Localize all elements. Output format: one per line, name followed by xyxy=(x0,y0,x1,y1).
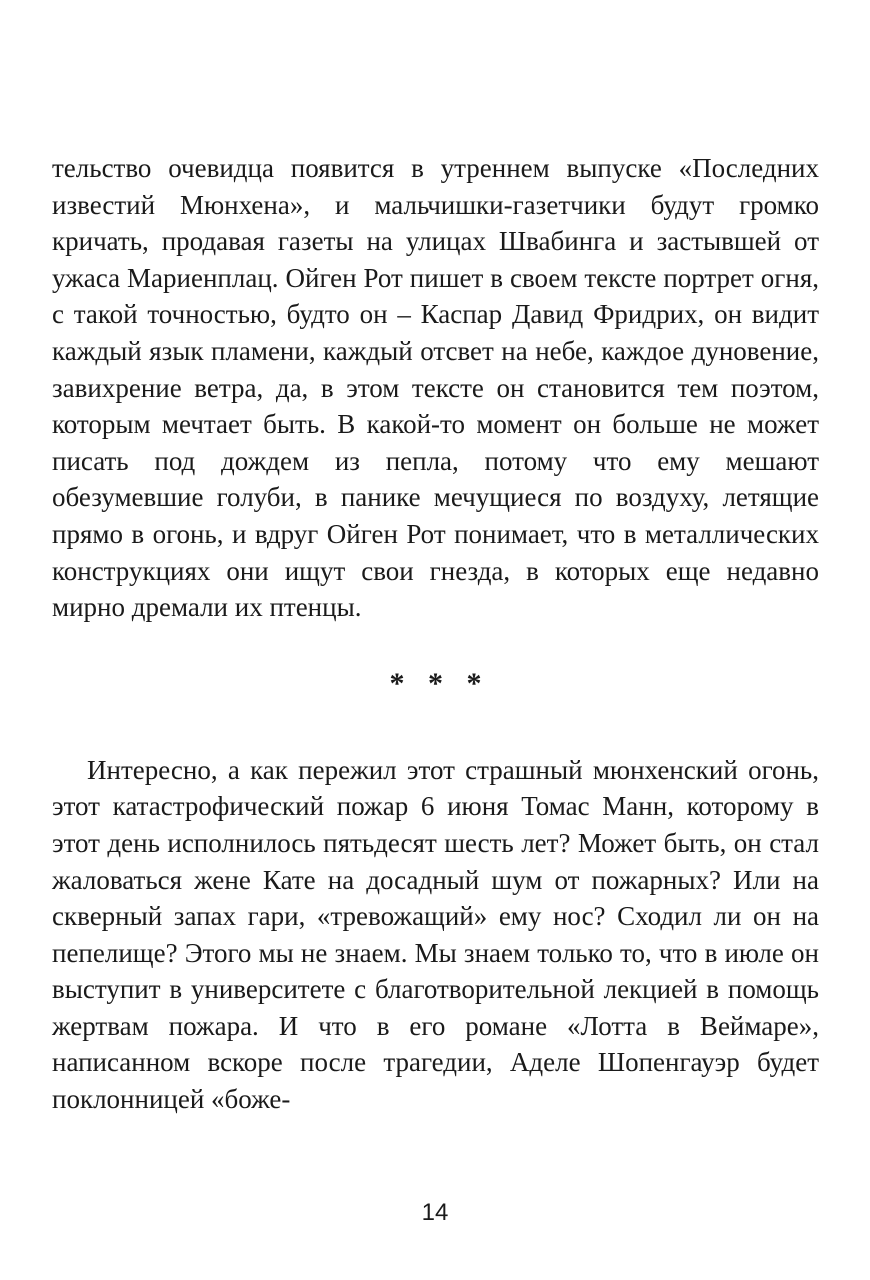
paragraph-2: Интересно, а как пережил этот страшный мюнхенский огонь, этот катастрофический пожар 6 июня Томас Манн, которому в этот день исполнилось пятьдесят шесть лет? Может быть, он стал жаловаться жене Кате на досадный шум от пожарных? Или на скверный запах гари, «тревожащий» ему нос? Сходил ли он на пепелище? Этого мы не знаем. Мы знаем только то, что в июле он выступит в университете с благотворительной лекцией в помощь жертвам пожара. И что в его романе «Лотта в Веймаре», написанном вскоре после трагедии, Аделе Шопенгауэр будет поклонницей «боже- xyxy=(52,754,819,1115)
paragraph-1: тельство очевидца появится в утреннем выпуске «Последних известий Мюнхена», и мальчишки-газетчики будут громко кричать, продавая газеты на улицах Швабинга и застывшей от ужаса Мариенплац. Ойген Рот пишет в своем тексте портрет огня, с такой точностью, будто он – Каспар Давид Фридрих, он видит каждый язык пламени, каждый отсвет на небе, каждое дуновение, завихрение ветра, да, в этом тексте он становится тем поэтом, которым мечтает быть. В какой-то момент он больше не может писать под дождем из пепла, потому что ему мешают обезумевшие голуби, в панике мечущиеся по воздуху, летящие прямо в огонь, и вдруг Ойген Рот понимает, что в металлических конструкциях они ищут свои гнезда, в которых еще недавно мирно дремали их птенцы. xyxy=(52,153,819,623)
page-body xyxy=(52,150,819,1118)
page-number: 14 xyxy=(421,1199,449,1226)
section-separator: * * * xyxy=(389,666,490,700)
